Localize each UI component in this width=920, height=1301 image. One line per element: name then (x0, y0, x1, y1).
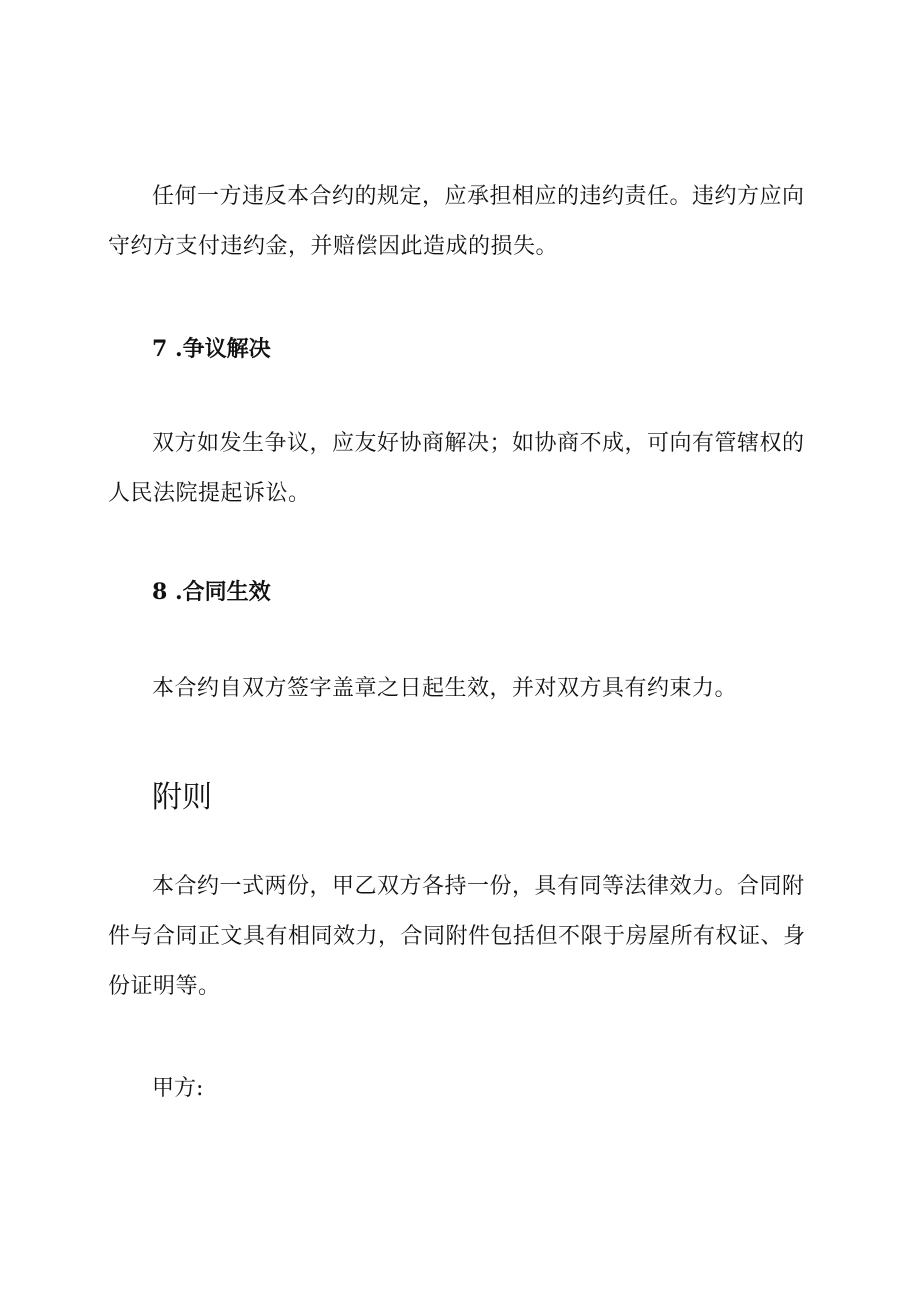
effect-paragraph: 本合约自双方签字盖章之日起生效，并对双方具有约束力。 (152, 676, 738, 701)
effect-heading: 8 .合同生效 (152, 579, 271, 605)
appendix-title: 附则 (152, 780, 212, 815)
dispute-heading: 7 .争议解决 (152, 336, 271, 362)
breach-clause-paragraph: 任何一方违反本合约的规定，应承担相应的违约责任。违约方应向守约方支付违约金，并赔偿因此造成的损失。 (108, 184, 805, 259)
party-a-signature-label: 甲方: (152, 1076, 204, 1101)
dispute-paragraph: 双方如发生争议，应友好协商解决；如协商不成，可向有管辖权的人民法院提起诉讼。 (108, 431, 805, 506)
appendix-paragraph: 本合约一式两份，甲乙双方各持一份，具有同等法律效力。合同附件与合同正文具有相同效力，合同附件包括但不限于房屋所有权证、身份证明等。 (108, 874, 806, 999)
